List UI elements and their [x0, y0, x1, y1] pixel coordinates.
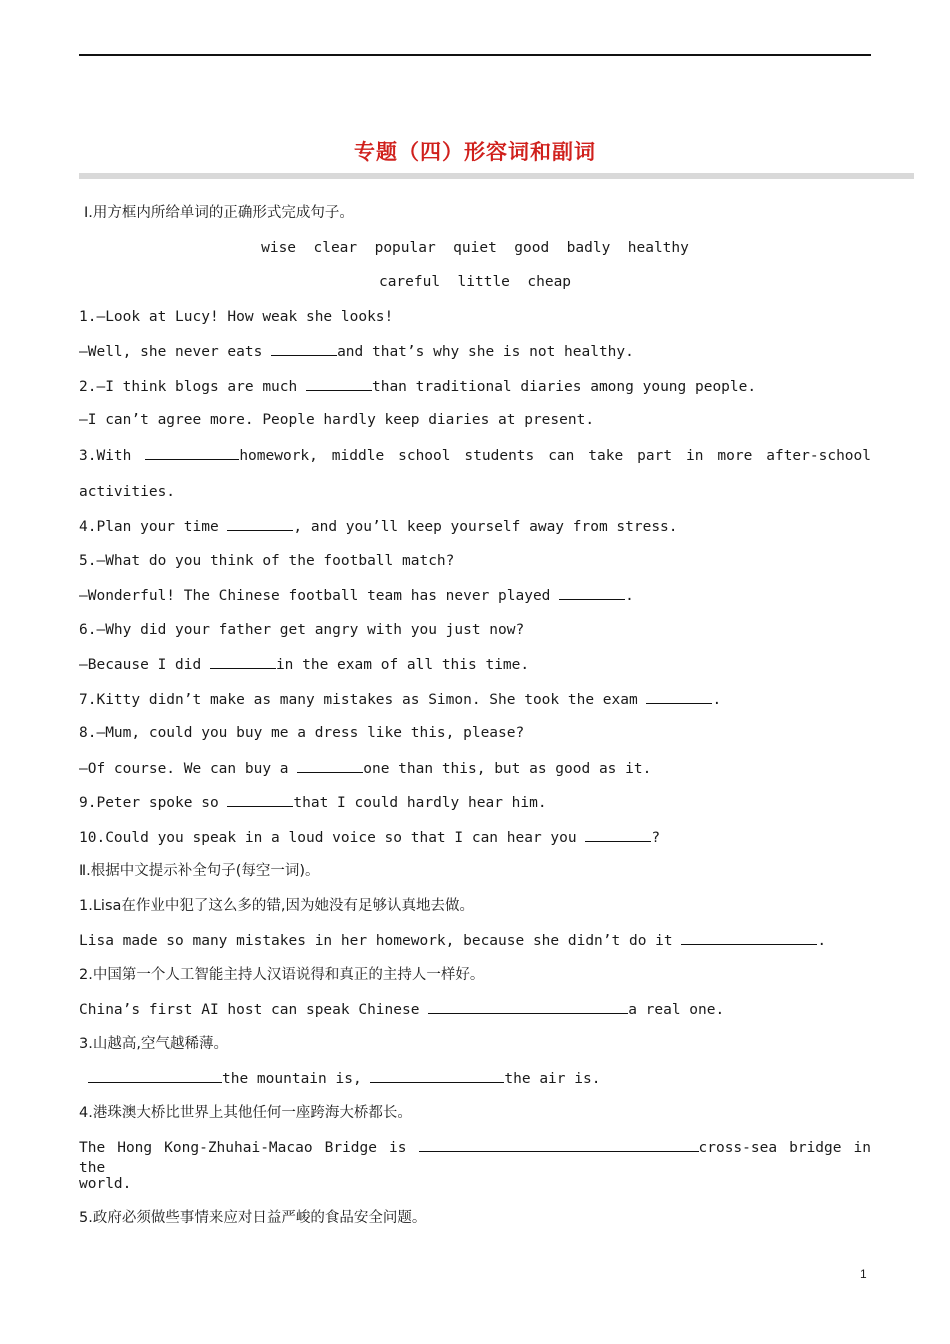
q7-post: .: [712, 692, 722, 708]
q1b-post: and that’s why she is not healthy.: [337, 344, 634, 360]
q4-pre: 4.Plan your time: [79, 519, 228, 535]
section2-q5-chinese: 5.政府必须做些事情来应对日益严峻的食品安全问题。: [79, 1210, 427, 1226]
s2q2-post: a real one.: [628, 1002, 725, 1018]
question-3-cont: activities.: [79, 484, 176, 500]
question-1b: [79, 341, 871, 362]
q10-pre: 10.Could you speak in a loud voice so that I can hear you: [79, 830, 586, 846]
section2-q2-english: [79, 999, 871, 1020]
section2-q2-chinese: 2.中国第一个人工智能主持人汉语说得和真正的主持人一样好。: [79, 967, 485, 983]
s2q2-pre: China’s first AI host can speak Chinese: [79, 1002, 429, 1018]
question-1a: 1.—Look at Lucy! How weak she looks!: [79, 309, 394, 325]
question-10: [79, 827, 871, 848]
question-8b: [79, 758, 871, 779]
q1b-pre: —Well, she never eats: [79, 344, 272, 360]
question-5b: [79, 585, 871, 606]
answer-blank[interactable]: [227, 792, 293, 807]
q9-pre: 9.Peter spoke so: [79, 795, 228, 811]
section2-q1-chinese: 1.Lisa在作业中犯了这么多的错,因为她没有足够认真地去做。: [79, 898, 474, 914]
s2q3-post: the air is.: [504, 1071, 601, 1087]
q2a-pre: 2.—I think blogs are much: [79, 379, 306, 395]
question-7: [79, 689, 871, 710]
answer-blank[interactable]: [646, 689, 712, 704]
section2-q4-chinese: 4.港珠澳大桥比世界上其他任何一座跨海大桥都长。: [79, 1105, 412, 1121]
q7-pre: 7.Kitty didn’t make as many mistakes as Simon. She took the exam: [79, 692, 647, 708]
q6b-pre: —Because I did: [79, 657, 210, 673]
q3-post: homework, middle school students can take part in more after-school: [239, 448, 871, 464]
answer-blank[interactable]: [88, 1068, 222, 1083]
question-2b: —I can’t agree more. People hardly keep diaries at present.: [79, 412, 595, 428]
answer-blank[interactable]: [297, 758, 363, 773]
answer-blank[interactable]: [210, 654, 276, 669]
question-5a: 5.—What do you think of the football match?: [79, 553, 455, 569]
answer-blank[interactable]: [419, 1137, 699, 1152]
question-8a: 8.—Mum, could you buy me a dress like this, please?: [79, 725, 525, 741]
word-box-row-1: wise clear popular quiet good badly healthy: [261, 240, 689, 256]
question-6b: [79, 654, 871, 675]
q6b-post: in the exam of all this time.: [275, 657, 530, 673]
q9-post: that I could hardly hear him.: [293, 795, 547, 811]
answer-blank[interactable]: [585, 827, 651, 842]
q8b-pre: —Of course. We can buy a: [79, 761, 298, 777]
s2q4-pre: The Hong Kong-Zhuhai-Macao Bridge is: [79, 1140, 419, 1156]
question-9: [79, 792, 871, 813]
section2-q4-english: [79, 1137, 871, 1178]
section2-q3-english: [88, 1068, 880, 1089]
section2-q3-chinese: 3.山越高,空气越稀薄。: [79, 1036, 228, 1052]
q2a-post: than traditional diaries among young people.: [371, 379, 757, 395]
answer-blank[interactable]: [681, 930, 817, 945]
q8b-post: one than this, but as good as it.: [363, 761, 652, 777]
answer-blank[interactable]: [370, 1068, 504, 1083]
word-box-row-2: careful little cheap: [378, 274, 572, 290]
answer-blank[interactable]: [306, 376, 372, 391]
s2q1-post: .: [817, 933, 827, 949]
title-underline-bar: [79, 173, 914, 179]
q3-pre: 3.With: [79, 448, 146, 464]
header-rule: [79, 54, 871, 56]
question-3: [79, 445, 871, 466]
section2-q4-english-cont: world.: [79, 1176, 132, 1192]
question-2a: [79, 376, 871, 397]
q4-post: , and you’ll keep yourself away from stress.: [293, 519, 678, 535]
question-4: [79, 516, 871, 537]
question-6a: 6.—Why did your father get angry with you just now?: [79, 622, 525, 638]
answer-blank[interactable]: [227, 516, 293, 531]
s2q1-pre: Lisa made so many mistakes in her homework, because she didn’t do it: [79, 933, 682, 949]
page-number: 1: [860, 1267, 867, 1281]
s2q4-post: cross-sea bridge in the: [79, 1140, 871, 1176]
page-title: 专题（四）形容词和副词: [354, 140, 596, 164]
q10-post: ?: [651, 830, 661, 846]
answer-blank[interactable]: [428, 999, 628, 1014]
q5b-pre: —Wonderful! The Chinese football team has never played: [79, 588, 560, 604]
section2-q1-english: [79, 930, 871, 951]
section2-heading: Ⅱ.根据中文提示补全句子(每空一词)。: [79, 863, 320, 879]
section1-heading: Ⅰ.用方框内所给单词的正确形式完成句子。: [84, 205, 354, 221]
s2q3-mid: the mountain is,: [222, 1071, 371, 1087]
q5b-post: .: [625, 588, 634, 604]
answer-blank[interactable]: [559, 585, 625, 600]
answer-blank[interactable]: [145, 445, 239, 460]
answer-blank[interactable]: [271, 341, 337, 356]
